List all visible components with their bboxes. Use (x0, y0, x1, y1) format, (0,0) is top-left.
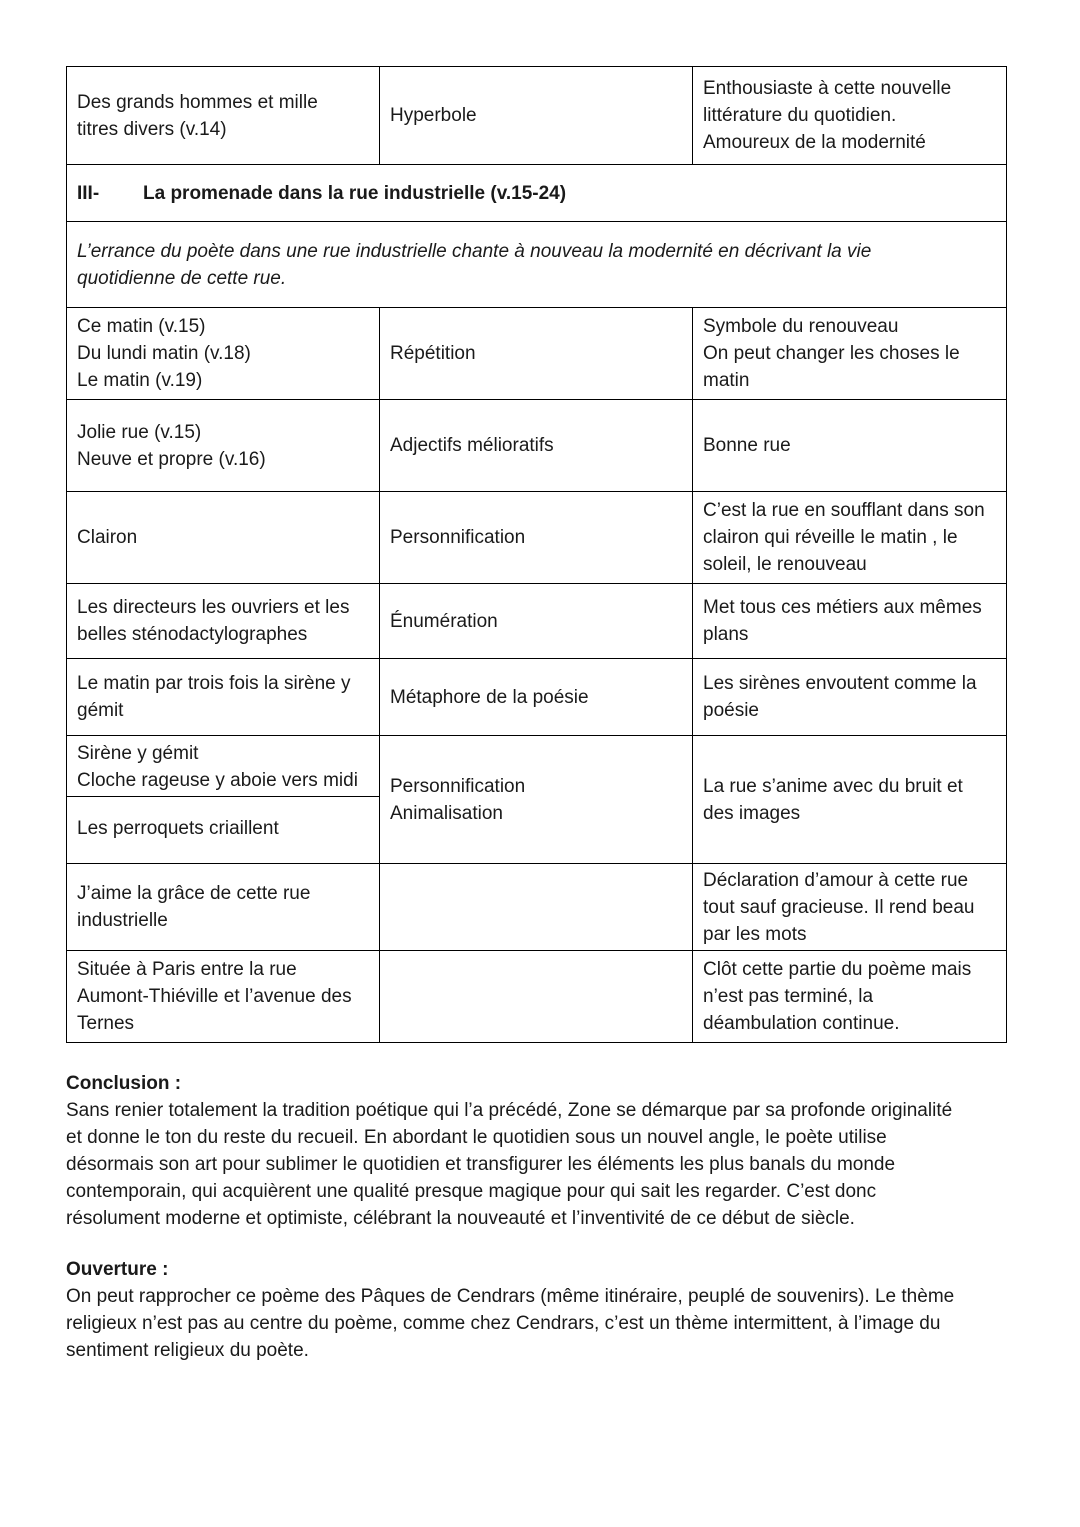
cell-line: des images (703, 802, 801, 824)
ouverture-heading: Ouverture : (66, 1259, 169, 1280)
figure-cell (380, 951, 693, 1043)
cell-line: gémit (77, 700, 124, 721)
cell-line: Aumont-Thiéville et l’avenue des (77, 986, 352, 1007)
cell-line: Du lundi matin (v.18) (77, 343, 251, 364)
cell-line: Répétition (390, 343, 476, 364)
cell-line: Située à Paris entre la rue (77, 959, 297, 980)
cell-line: tout sauf gracieuse. Il rend beau (703, 896, 975, 918)
table-row (67, 951, 1007, 1043)
paragraph-line: désormais son art pour sublimer le quotidien et transfigurer les éléments les plus banals du monde (66, 1154, 896, 1175)
cell-line: C’est la rue en soufflant dans son (703, 500, 985, 521)
interpretation-cell (693, 584, 1007, 659)
cell-line: Jolie rue (v.15) (77, 421, 202, 443)
cell-line: Neuve et propre (v.16) (77, 448, 266, 470)
figure-cell (380, 584, 693, 659)
cell-line: Cloche rageuse y aboie vers midi (77, 770, 358, 791)
interpretation-cell (693, 492, 1007, 584)
intro-line: quotidienne de cette rue. (77, 267, 287, 289)
cell-line: soleil, le renouveau (703, 554, 867, 575)
cell-line: Animalisation (390, 802, 503, 824)
table-row (67, 308, 1007, 400)
figure-cell (380, 736, 693, 864)
table-row (67, 492, 1007, 584)
cell-line: Hyperbole (390, 105, 477, 126)
cell-line: plans (703, 624, 749, 645)
paragraph-line: résolument moderne et optimiste, célébrant la nouveauté et l’inventivité de ce début de siècle. (66, 1208, 855, 1229)
cell-line: Les sirènes envoutent comme la (703, 673, 977, 694)
cell-line: poésie (703, 700, 759, 721)
figure-cell (380, 659, 693, 736)
quote-cell (67, 67, 380, 165)
paragraph-line: et donne le ton du reste du recueil. En abordant le quotidien sous un nouvel angle, le poète utilise (66, 1127, 887, 1148)
interpretation-cell (693, 400, 1007, 492)
cell-line: Symbole du renouveau (703, 316, 899, 337)
cell-line: La rue s’anime avec du bruit et (703, 775, 963, 797)
quote-subcell (67, 797, 379, 861)
table-row (67, 584, 1007, 659)
cell-line: Ternes (77, 1013, 135, 1034)
cell-line: Les directeurs les ouvriers et les (77, 597, 350, 618)
cell-line: Personnification (390, 527, 526, 548)
cell-line: Clôt cette partie du poème mais (703, 959, 972, 980)
interpretation-cell (693, 951, 1007, 1043)
quote-cell (67, 951, 380, 1043)
cell-line: On peut changer les choses le (703, 343, 960, 364)
paragraph-line: On peut rapprocher ce poème des Pâques de Cendrars (même itinéraire, peuplé de souvenirs). Le thème (66, 1286, 955, 1307)
cell-line: n’est pas terminé, la (703, 986, 874, 1007)
quote-cell (67, 308, 380, 400)
quote-subcell (67, 739, 379, 797)
cell-line: par les mots (703, 923, 807, 945)
cell-line: titres divers (v.14) (77, 118, 227, 140)
cell-line: littérature du quotidien. (703, 105, 897, 126)
table-row (67, 659, 1007, 736)
cell-line: Métaphore de la poésie (390, 686, 589, 708)
quote-cell (67, 659, 380, 736)
quote-cell (67, 864, 380, 951)
section-title-row (67, 165, 1007, 222)
table-row (67, 736, 1007, 864)
section-intro-row (67, 222, 1007, 308)
paragraph-line: sentiment religieux du poète. (66, 1340, 309, 1361)
analysis-table (66, 66, 1007, 1043)
figure-cell (380, 864, 693, 951)
cell-line: belles sténodactylographes (77, 624, 308, 645)
table-row (67, 864, 1007, 951)
ouverture-section (66, 1256, 1016, 1364)
cell-line: Sirène y gémit (77, 743, 199, 764)
section-title (67, 165, 1007, 222)
table-row (67, 400, 1007, 492)
quote-cell (67, 584, 380, 659)
figure-cell (380, 492, 693, 584)
cell-line: Énumération (390, 610, 498, 632)
section-heading: La promenade dans la rue industrielle (v.15-24) (143, 182, 567, 204)
cell-line: Ce matin (v.15) (77, 316, 206, 337)
conclusion-section (66, 1070, 1016, 1232)
cell-line: Personnification (390, 775, 526, 797)
interpretation-cell (693, 67, 1007, 165)
interpretation-cell (693, 736, 1007, 864)
table-row (67, 67, 1007, 165)
cell-line: clairon qui réveille le matin , le (703, 527, 958, 548)
cell-line: Amoureux de la modernité (703, 132, 926, 153)
cell-line: Les perroquets criaillent (77, 818, 279, 839)
cell-line: Adjectifs mélioratifs (390, 435, 554, 456)
paragraph-line: religieux n’est pas au centre du poème, comme chez Cendrars, c’est un thème intermittent, à l’image du (66, 1313, 941, 1334)
cell-line: Le matin par trois fois la sirène y (77, 673, 351, 694)
quote-cell (67, 492, 380, 584)
interpretation-cell (693, 308, 1007, 400)
cell-line: déambulation continue. (703, 1013, 900, 1034)
cell-line: Clairon (77, 527, 138, 548)
paragraph-line: Sans renier totalement la tradition poétique qui l’a précédé, Zone se démarque par sa profonde originalité (66, 1100, 953, 1121)
figure-cell (380, 400, 693, 492)
conclusion-heading: Conclusion : (66, 1073, 182, 1094)
cell-line: matin (703, 370, 750, 391)
interpretation-cell (693, 864, 1007, 951)
quote-cell (67, 400, 380, 492)
cell-line: Bonne rue (703, 435, 791, 456)
intro-line: L’errance du poète dans une rue industrielle chante à nouveau la modernité en décrivant la vie (77, 240, 872, 262)
section-intro (67, 222, 1007, 308)
section-number: III- (77, 182, 100, 204)
cell-line: Le matin (v.19) (77, 370, 203, 391)
interpretation-cell (693, 659, 1007, 736)
cell-line: Des grands hommes et mille (77, 91, 318, 113)
paragraph-line: contemporain, qui acquièrent une qualité presque magique pour qui sait les regarder. C’est donc (66, 1181, 877, 1202)
cell-line: Met tous ces métiers aux mêmes (703, 597, 982, 618)
cell-line: Déclaration d’amour à cette rue (703, 869, 969, 891)
cell-line: industrielle (77, 910, 168, 931)
cell-line: Enthousiaste à cette nouvelle (703, 78, 952, 99)
figure-cell (380, 308, 693, 400)
cell-line: J’aime la grâce de cette rue (77, 883, 311, 904)
quote-cell-split (67, 736, 380, 864)
figure-cell (380, 67, 693, 165)
